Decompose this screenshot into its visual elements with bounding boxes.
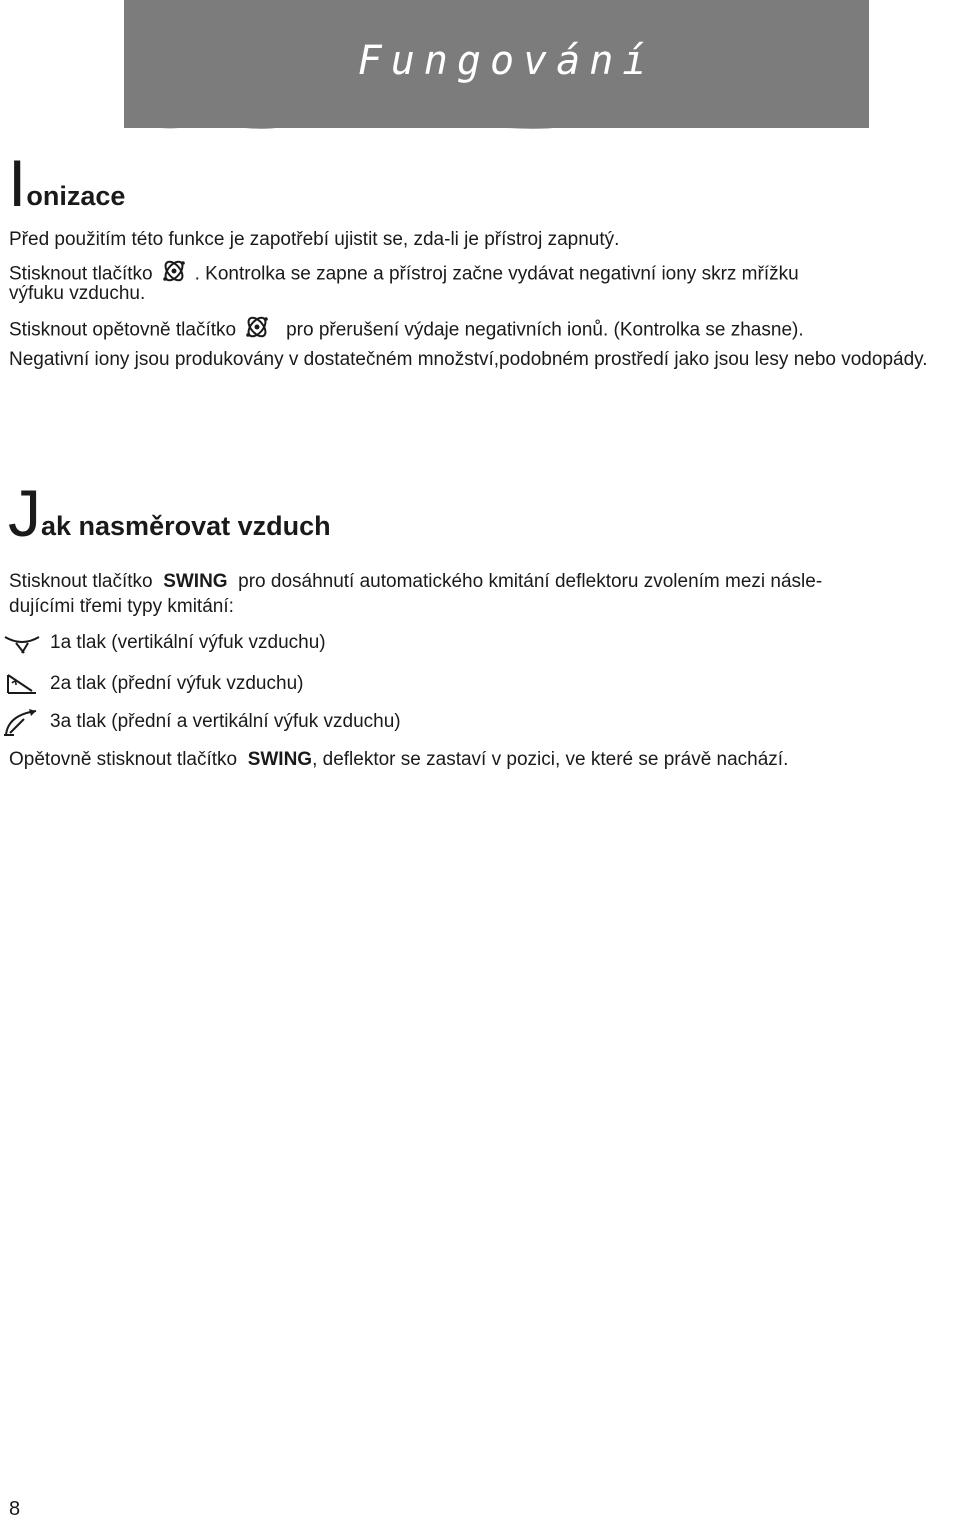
- airflow-intro-line-2: dujícími třemi typy kmitání:: [9, 596, 234, 617]
- heading-initial: I: [8, 146, 27, 220]
- ionization-para-3: [9, 314, 954, 347]
- header-banner: [124, 0, 869, 128]
- outro-after: , deflektor se zastaví v pozici, ve které se právě nachází.: [312, 749, 789, 770]
- para3-after: pro přerušení výdaje negativních ionů. (Kontrolka se zhasne).: [286, 319, 804, 341]
- ionization-para-4: Negativní iony jsou produkovány v dostatečném množství,podobném prostředí jako jsou lesy nebo vodopády.: [9, 349, 928, 370]
- airflow-heading: [8, 476, 331, 550]
- intro-before: Stisknout tlačítko: [9, 571, 153, 592]
- page-title: Fungování: [357, 38, 656, 84]
- swing-mode-2: [2, 671, 303, 697]
- intro-after: pro dosáhnutí automatického kmitání deflektoru zvolením mezi násle-: [238, 571, 823, 592]
- mode-label: 3a tlak (přední a vertikální výfuk vzduchu): [50, 711, 401, 732]
- mode-label: 1a tlak (vertikální výfuk vzduchu): [50, 632, 326, 653]
- airflow-outro: [9, 748, 954, 772]
- para2-after: . Kontrolka se zapne a přístroj začne vydávat negativní iony skrz mřížku: [194, 263, 799, 285]
- heading-text: onizace: [26, 181, 126, 211]
- ionization-heading: [8, 146, 126, 220]
- ionization-para-1: Před použitím této funkce je zapotřebí ujistit se, zda-li je přístroj zapnutý.: [9, 229, 620, 250]
- swing-mode-3: [2, 707, 401, 737]
- swing-mode-1: [2, 631, 326, 655]
- heading-text: ak nasměrovat vzduch: [41, 511, 331, 541]
- swing-label: SWING: [163, 571, 228, 592]
- mode-label: 2a tlak (přední výfuk vzduchu): [50, 673, 304, 694]
- heading-initial: J: [8, 476, 41, 550]
- airflow-intro: [9, 570, 954, 594]
- outro-before: Opětovně stisknout tlačítko: [9, 749, 238, 770]
- ionizer-icon: [242, 314, 272, 347]
- para3-before: Stisknout opětovně tlačítko: [9, 319, 237, 341]
- front-swing-icon: [2, 671, 42, 697]
- para2-before: Stisknout tlačítko: [9, 263, 153, 285]
- page-number: 8: [9, 1498, 21, 1520]
- swing-label: SWING: [247, 749, 313, 770]
- vertical-swing-icon: [2, 631, 42, 655]
- combined-swing-icon: [2, 707, 42, 737]
- ionization-para-2-line-2: výfuku vzduchu.: [9, 283, 146, 304]
